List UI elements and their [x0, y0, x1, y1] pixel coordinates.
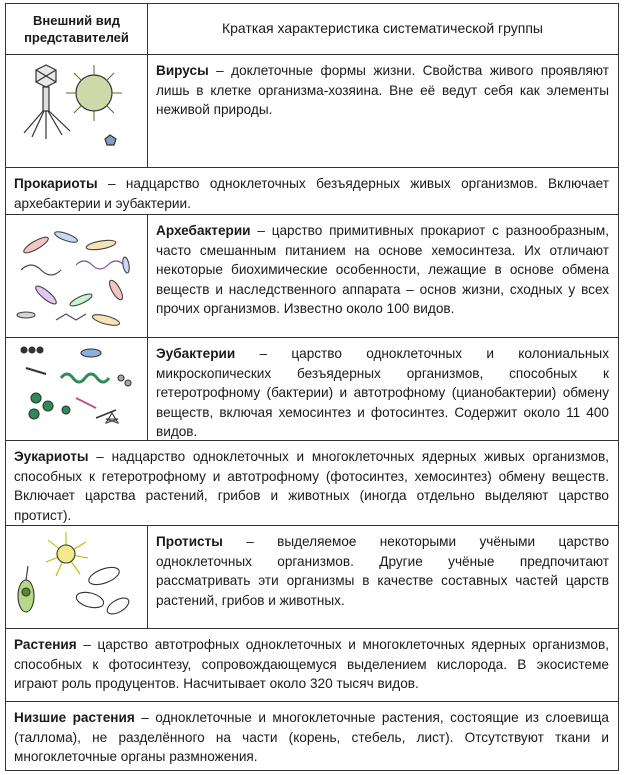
plants-description — [6, 629, 618, 701]
archaebacteria-text: – царство примитивных прокариот с разнообразным, часто смешанным питанием на основе хемосинтеза. Их отличают некоторые биохимические особенности, лежащие в основе обмена веществ и наследственного аппарата – основ жизни, сходных у всех прочих организмов. Известно около 100 видов. — [156, 223, 609, 316]
eubacteria-text: – царство одноклеточных и колониальных микроскопических безъядерных организмов, способных к гетеротрофному (бактерии) и автотрофному (цианобактерии) обмену веществ, включая хемосинтез и фотосинтез. Содержит около 11 400 видов. — [156, 346, 609, 439]
row-lower-plants — [6, 702, 618, 770]
table-header-row — [6, 4, 618, 55]
row-protists — [6, 526, 618, 629]
prokaryotes-description — [6, 168, 618, 214]
protists-description — [148, 526, 618, 628]
term-archaebacteria: Архебактерии — [156, 223, 251, 238]
viruses-text: – доклеточные формы жизни. Свойства живого проявляют лишь в клетке организма-хозяина. Вне её ведут себя как элементы неживой природы. — [156, 63, 609, 117]
archaebacteria-illustration — [6, 215, 148, 337]
protists-illustration — [6, 526, 148, 628]
eukaryotes-text: – надцарство одноклеточных и многоклеточных ядерных живых организмов, способных к гетеротрофному и автотрофному (фотосинтез, хемосинтез) обмену веществ. Включает царства растений, грибов и животных (иногда отдельно выделяют царство протист). — [14, 449, 609, 523]
classification-table — [5, 3, 619, 771]
row-plants — [6, 629, 618, 702]
row-archaebacteria — [6, 215, 618, 338]
protists-text: – выделяемое некоторыми учёными царство одноклеточных организмов. Другие учёные предпочитают рассматривать эти организмы в качестве составных частей царств растений, грибов и животных. — [156, 534, 609, 608]
term-viruses: Вирусы — [156, 63, 209, 78]
term-plants: Растения — [14, 637, 77, 652]
archaebacteria-description — [148, 215, 618, 337]
plants-text: – царство автотрофных одноклеточных и многоклеточных ядерных организмов, способных к фотосинтезу, сопровождающемуся выделением кислорода. В экосистеме играют роль продуцентов. Насчитывает около 320 тысяч видов. — [14, 637, 609, 691]
row-prokaryotes — [6, 168, 618, 215]
row-eukaryotes — [6, 441, 618, 526]
term-eubacteria: Эубактерии — [156, 346, 236, 361]
eubacteria-description — [148, 338, 618, 440]
lower-plants-description — [6, 702, 618, 770]
term-prokaryotes: Прокариоты — [14, 176, 98, 191]
eubacteria-illustration — [6, 338, 148, 440]
header-description: Краткая характеристика систематической группы — [221, 20, 543, 37]
row-viruses — [6, 55, 618, 168]
term-lower-plants: Низшие растения — [14, 710, 135, 725]
viruses-description — [148, 55, 618, 167]
virus-illustration — [6, 55, 148, 167]
row-eubacteria — [6, 338, 618, 441]
lower-plants-text: – одноклеточные и многоклеточные растения, состоящие из слоевища (таллома), не разделённого на части (корень, стебель, лист). Отсутствуют ткани и многоклеточные органы размножения. — [14, 710, 609, 764]
prokaryotes-text: – надцарство одноклеточных безъядерных живых организмов. Включает архебактерии и эубактерии. — [14, 176, 609, 211]
eukaryotes-description — [6, 441, 618, 525]
term-protists: Протисты — [156, 534, 223, 549]
term-eukaryotes: Эукариоты — [14, 449, 89, 464]
header-appearance: Внешний вид представителей — [6, 4, 148, 54]
